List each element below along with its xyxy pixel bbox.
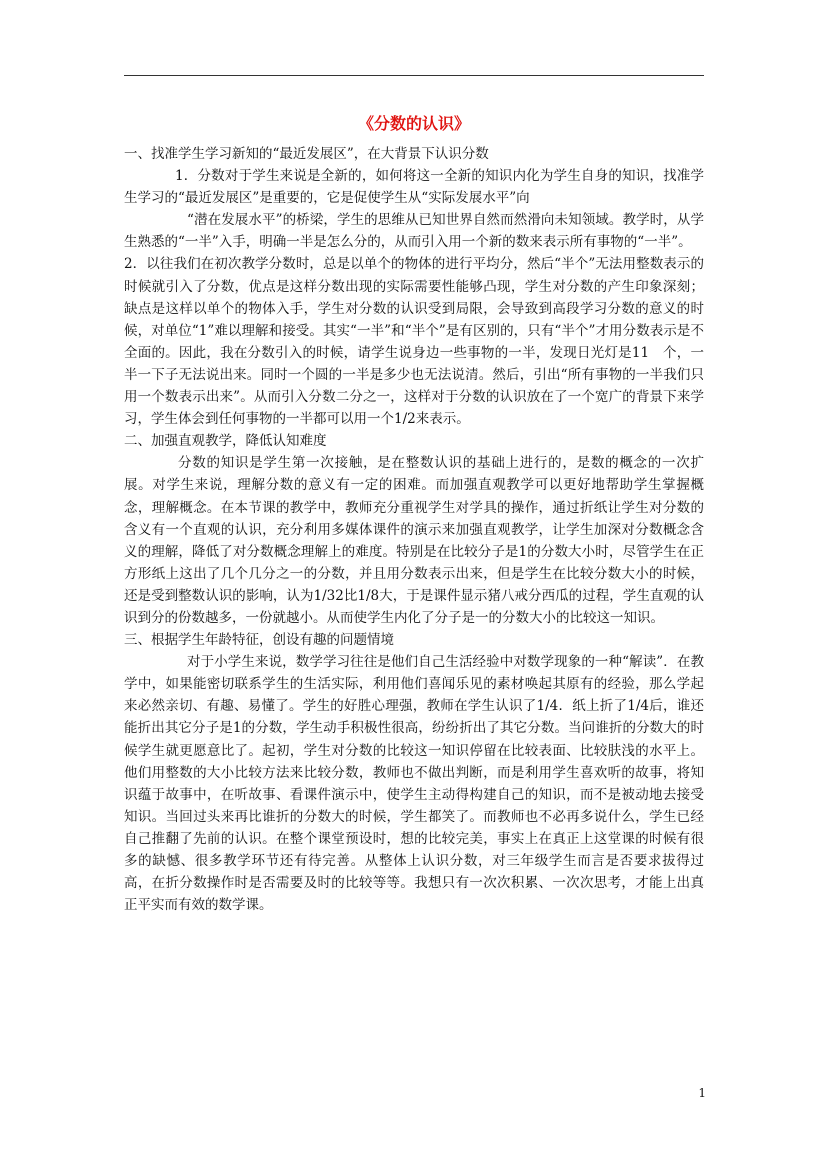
header-rule <box>124 75 704 76</box>
section-heading-1: 一、找准学生学习新知的“最近发展区”，在大背景下认识分数 <box>124 146 489 162</box>
section-heading-2: 二、加强直观教学，降低认知难度 <box>124 433 327 450</box>
document-title: 《分数的认识》 <box>357 114 470 133</box>
document-body <box>124 113 704 916</box>
section-heading-3: 三、根据学生年龄特征，创设有趣的问题情境 <box>124 632 394 649</box>
page-number: 1 <box>698 1086 706 1100</box>
paragraph-2: “潜在发展水平”的桥梁，学生的思维从已知世界自然而然滑向未知领域。教学时，从学生熟悉的“一半”入手，明确一半是怎么分的，从而引入用一个新的数来表示所有事物的“一半”。 <box>124 212 704 251</box>
paragraph-5: 对于小学生来说，数学学习往往是他们自己生活经验中对数学现象的一种“解读”．在教学中，如果能密切联系学生的生活实际，利用他们喜闻乐见的素材唤起其原有的经验，那么学起来必然亲切、有趣、易懂了。学生的好胜心理强，教师在学生认识了1/4．纸上折了1/4后，谁还能折出其它分子是1的分数，学生动手积极性很高，纷纷折出了其它分数。当问谁折的分数大的时候学生就更愿意比了。起初，学生对分数的比较这一知识停留在比较表面、比较肤浅的水平上。他们用整数的大小比较方法来比较分数，教师也不做出判断，而是利用学生喜欢听的故事，将知识蕴于故事中，在听故事、看课件演示中，使学生主动得构建自己的知识，而不是被动地去接受知识。当回过头来再比谁折的分数大的时候，学生都笑了。而教师也不必再多说什么，学生已经自己推翻了先前的认识。在整个课堂预设时，想的比较完美，事实上在真正上这堂课的时候有很多的缺憾、很多教学环节还有待完善。从整体上认识分数，对三年级学生而言是否要求拔得过高，在折分数操作时是否需要及时的比较等等。我想只有一次次积累、一次次思考，才能上出真正平实而有效的数学课。 <box>124 654 704 914</box>
paragraph-4: 分数的知识是学生第一次接触，是在整数认识的基础上进行的，是数的概念的一次扩展。对学生来说，理解分数的意义有一定的困难。而加强直观教学可以更好地帮助学生掌握概念，理解概念。在本节课的教学中，教师充分重视学生对学具的操作，通过折纸让学生对分数的含义有一个直观的认识，充分利用多媒体课件的演示来加强直观教学，让学生加深对分数概念含义的理解，降低了对分数概念理解上的难度。特别是在比较分子是1的分数大小时，尽管学生在正方形纸上这出了几个几分之一的分数，并且用分数表示出来，但是学生在比较分数大小的时候，还是受到整数认识的影响，认为1/32比1/8大，于是课件显示猪八戒分西瓜的过程，学生直观的认识到分的份数越多，一份就越小。从而使学生内化了分子是一的分数大小的比较这一知识。 <box>124 455 704 626</box>
paragraph-1: 1．分数对于学生来说是全新的，如何将这一全新的知识内化为学生自身的知识，找准学生学习的“最近发展区”是重要的，它是促使学生从“实际发展水平”向 <box>124 168 704 207</box>
paragraph-3: 2．以往我们在初次教学分数时，总是以单个的物体的进行平均分，然后“半个”无法用整数表示的时候就引入了分数，优点是这样分数出现的实际需要性能够凸现，学生对分数的产生印象深刻；缺点是这样以单个的物体入手，学生对分数的认识受到局限，会导致到高段学习分数的意义的时候，对单位“1”难以理解和接受。其实“一半”和“半个”是有区别的，只有“半个”才用分数表示是不全面的。因此，我在分数引入的时候，请学生说身边一些事物的一半，发现日光灯是11 个，一半一下子无法说出来。同时一个圆的一半是多少也无法说清。然后，引出“所有事物的一半我们只用一个数表示出来”。从而引入分数二分之一，这样对于分数的认识放在了一个宽广的背景下来学习，学生体会到任何事物的一半都可以用一个1/2来表示。 <box>124 256 704 428</box>
